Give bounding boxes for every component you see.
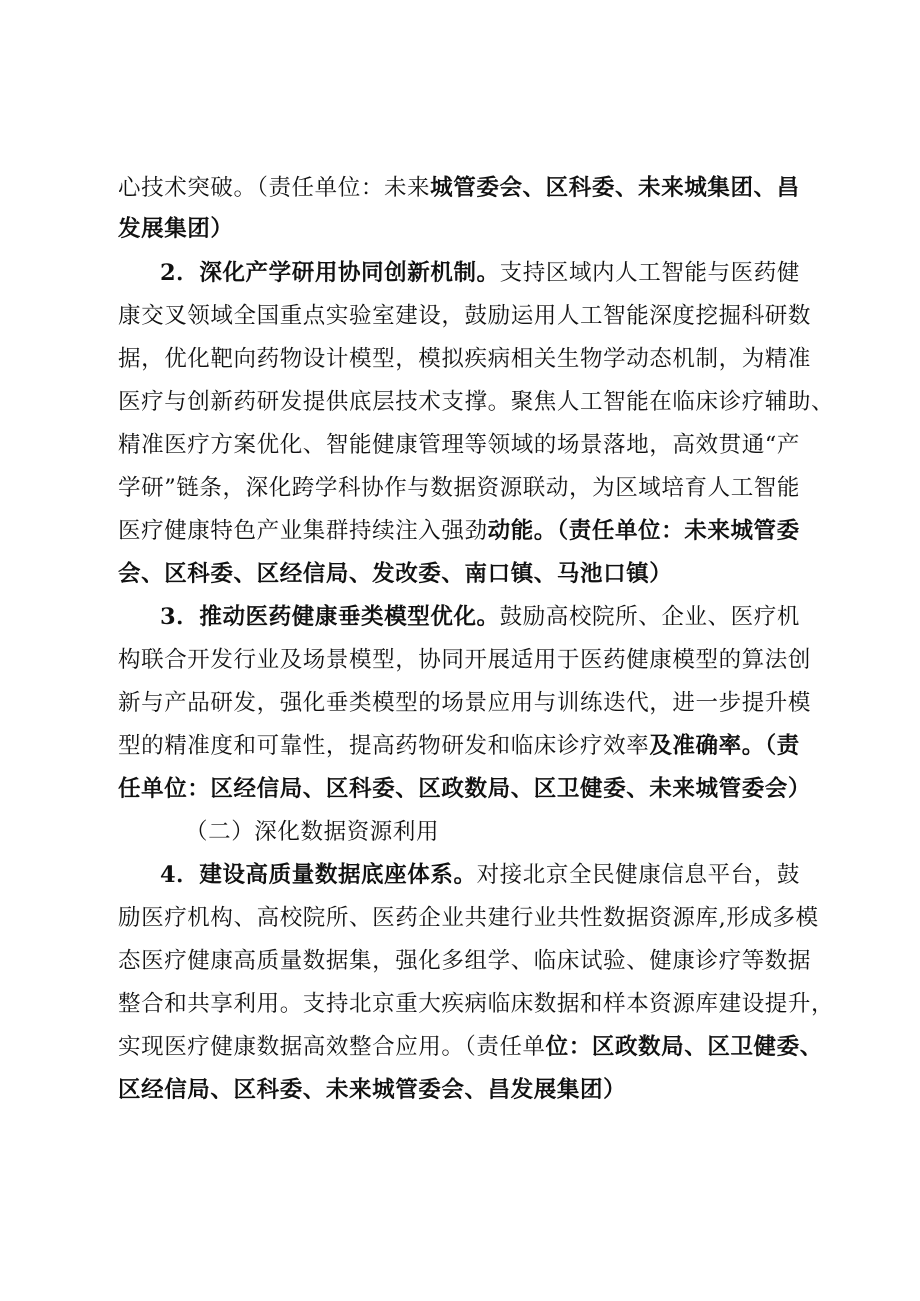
responsible-units-text: 位：区政数局、区卫健委、: [545, 1034, 823, 1060]
paragraph-line: 励医疗机构、高校院所、医药企业共建行业共性数据资源库,形成多模: [118, 905, 819, 931]
paragraph-line: 区经信局、区科委、未来城管委会、昌发展集团）: [118, 1077, 627, 1103]
paragraph-line: 据，优化靶向药物设计模型，模拟疾病相关生物学动态机制，为精准: [118, 346, 812, 372]
body-text: 医疗健康特色产业集群持续注入强劲: [118, 518, 488, 544]
paragraph-line: [118, 731, 818, 761]
paragraph-line: 康交叉领域全国重点实验室建设，鼓励运用人工智能深度挖掘科研数: [118, 303, 812, 329]
item-2-first-line: [160, 258, 860, 288]
body-text: 型的精准度和可靠性，提高药物研发和临床诊疗效率: [118, 733, 650, 759]
responsible-units-text: 动能。（责任单位：未来城管委: [487, 518, 800, 544]
item-2-heading: 2．深化产学研用协同创新机制。: [160, 260, 500, 286]
paragraph-line: [118, 1032, 823, 1062]
item-4-first-line: [160, 860, 860, 890]
responsible-units-text: 及准确率。（责: [649, 733, 800, 759]
body-text: 心技术突破。（责任单位：未来: [118, 175, 431, 201]
paragraph-line: 任单位：区经信局、区科委、区政数局、区卫健委、未来城管委会）: [118, 776, 812, 802]
responsible-units-text: 城管委会、区科委、未来城集团、昌: [430, 175, 800, 201]
paragraph-line: 构联合开发行业及场景模型，协同开展适用于医药健康模型的算法创: [118, 647, 812, 673]
paragraph-line: 医疗与创新药研发提供底层技术支撑。聚焦人工智能在临床诊疗辅助、: [118, 389, 835, 415]
paragraph-line: 新与产品研发，强化垂类模型的场景应用与训练迭代，进一步提升模: [118, 690, 812, 716]
body-text: 支持区域内人工智能与医药健: [499, 260, 800, 286]
section-2-heading: （二）深化数据资源利用: [185, 819, 440, 845]
paragraph-line: [118, 516, 818, 546]
paragraph-line: 发展集团）: [118, 216, 234, 242]
paragraph-line: 学研”链条，深化跨学科协作与数据资源联动，为区域培育人工智能: [118, 475, 801, 501]
paragraph-line: 精准医疗方案优化、智能健康管理等领域的场景落地，高效贯通“产: [118, 432, 801, 458]
item-3-first-line: [160, 602, 860, 632]
item-4-heading: 4．建设高质量数据底座体系。: [160, 862, 477, 888]
body-text: 实现医疗健康数据高效整合应用。（责任单: [118, 1034, 546, 1060]
paragraph-line: [118, 173, 818, 203]
body-text: 对接北京全民健康信息平台，鼓: [476, 862, 800, 888]
paragraph-line: 态医疗健康高质量数据集，强化多组学、临床试验、健康诊疗等数据: [118, 948, 812, 974]
paragraph-line: 整合和共享利用。支持北京重大疾病临床数据和样本资源库建设提升，: [118, 991, 835, 1017]
item-3-heading: 3．推动医药健康垂类模型优化。: [160, 604, 500, 630]
paragraph-line: 会、区科委、区经信局、发改委、南口镇、马池口镇）: [118, 561, 673, 587]
body-text: 鼓励高校院所、企业、医疗机: [499, 604, 800, 630]
